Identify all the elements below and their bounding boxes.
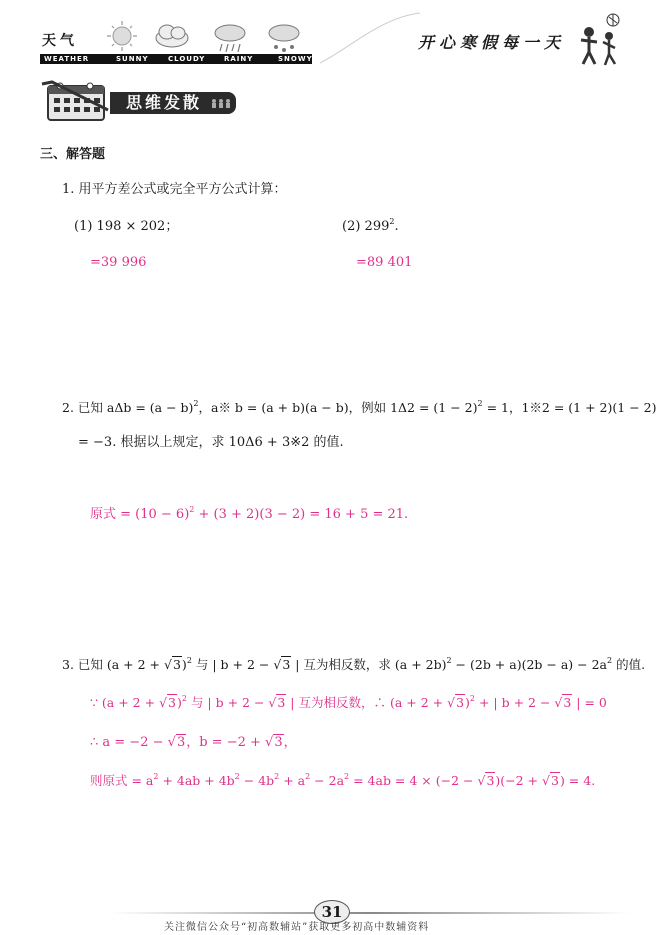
rainy-label: RAINY — [224, 55, 254, 63]
q3-stem: 3. 已知 $(a + 2 + √3)^2$ 与 | b + 2 − √3 | 互为相反数，求 $(a + 2b)^2 - (2b + a)(2b - a) - 2a^2$ 的值. — [62, 655, 646, 672]
snowy-icon — [269, 25, 299, 52]
header-slogan: 开心寒假每一天 — [418, 33, 566, 52]
cloudy-label: CLOUDY — [168, 55, 206, 63]
weather-title: 天气 — [42, 33, 78, 49]
weather-icons — [100, 18, 310, 54]
sunny-label: SUNNY — [116, 55, 149, 63]
kids-playing-icon — [575, 12, 625, 67]
snowy-label: SNOWY — [278, 55, 313, 63]
weather-label-strip — [40, 54, 312, 64]
q2-stem-line2: = −3. 根据以上规定，求 10Δ6 + 3※2 的值. — [78, 435, 344, 450]
rainy-icon — [215, 25, 245, 52]
calendar-icon — [38, 80, 118, 124]
q3-solution-line2: ∴ a = −2 − √3，b = −2 + √3， — [90, 735, 297, 750]
q3-solution-line1: ∵ $(a + 2 + √3)^2$ 与 | b + 2 − √3 | 互为相反数，∴ $(a + 2 + √3)^2$ + | b + 2 − √3 | = 0 — [90, 693, 607, 710]
q2-answer: 原式 = $(10 - 6)^2 + (3 + 2)(3 - 2) = 16 + 5 = 21$. — [90, 504, 409, 522]
page-header — [0, 0, 640, 70]
sun-icon — [107, 21, 137, 51]
cloudy-icon — [156, 25, 188, 47]
people-icon — [210, 98, 232, 108]
footer-note: 关注微信公众号“初高数辅站”获取更多初高中数辅资料 — [164, 922, 430, 933]
footer-line — [110, 912, 630, 914]
q1-part1: (1) 198 × 202； — [74, 219, 179, 234]
q1-stem: 1. 用平方差公式或完全平方公式计算： — [62, 182, 287, 197]
q1-answer2: =89 401 — [356, 255, 413, 270]
page-number: 31 — [314, 900, 350, 924]
q3-solution-line3: 则原式 = $a^2 + 4ab + 4b^2 - 4b^2 + a^2 - 2a^2 = 4ab = 4 \times (-2 - √3)(-2 + √3) = 4$. — [90, 771, 596, 788]
part-title: 三、解答题 — [40, 147, 106, 162]
section-title: 思维发散 — [126, 93, 203, 112]
header-decoration-swirl — [320, 8, 420, 68]
q2-stem-line1: 2. 已知 $a\Delta b = (a - b)^2$，a※ b = (a + b)(a − b)，例如 $1\Delta 2 = (1 - 2)^2 = 1$，1※2 = (1 + 2)(1 − 2) — [62, 398, 656, 415]
q1-answer1: =39 996 — [90, 255, 147, 270]
q1-part2: (2) $299^2$. — [342, 216, 399, 234]
weather-label: WEATHER — [44, 55, 90, 63]
